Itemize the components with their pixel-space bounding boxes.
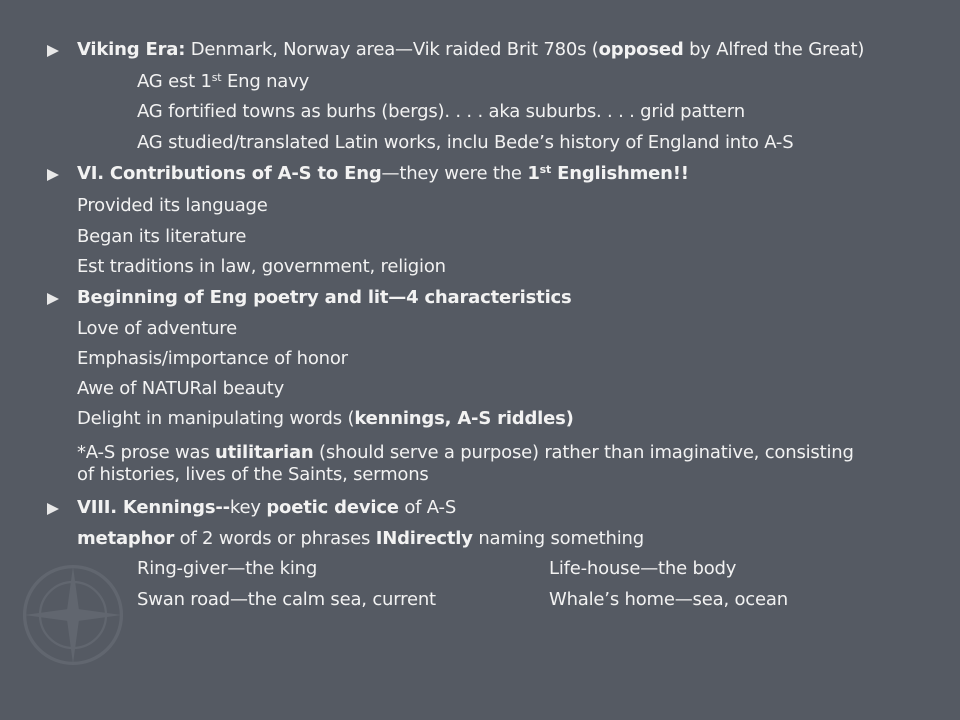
- contributions-heading: VI. Contributions of A-S to Eng: [77, 163, 382, 184]
- line-latin-works: [137, 132, 793, 154]
- poetic-device-word: poetic device: [266, 497, 399, 518]
- line-navy: [137, 71, 309, 93]
- navy-sup: st: [211, 71, 222, 84]
- line-ring-giver: [137, 558, 837, 580]
- viking-era-heading: Viking Era:: [77, 39, 186, 60]
- life-house-text: Life-house—the body: [549, 558, 737, 579]
- kennings-riddles-text: kennings, A-S riddles): [354, 408, 574, 429]
- latin-works-text: AG studied/translated Latin works, inclu Bede’s history of England into A-S: [137, 132, 794, 153]
- bullet-arrow-icon: [47, 45, 61, 57]
- bullet-arrow-icon: [47, 169, 61, 181]
- alfred-text: by Alfred the Great): [683, 39, 865, 60]
- opposed-word: opposed: [598, 39, 684, 60]
- line-contributions: [77, 163, 689, 185]
- manipulating-text: Delight in manipulating words (: [77, 408, 355, 429]
- line-language: [77, 195, 268, 217]
- line-honor: [77, 348, 348, 370]
- adventure-text: Love of adventure: [77, 318, 237, 339]
- metaphor-text-b: naming something: [472, 528, 644, 549]
- prose-text-a: *A-S prose was: [77, 442, 216, 463]
- prose-cont-text: of histories, lives of the Saints, sermons: [77, 464, 429, 485]
- line-metaphor: [77, 528, 644, 550]
- utilitarian-word: utilitarian: [215, 442, 314, 463]
- whales-home-text: Whale’s home—sea, ocean: [549, 589, 788, 610]
- metaphor-text-a: of 2 words or phrases: [174, 528, 376, 549]
- prose-text-b: (should serve a purpose) rather than imaginative, consisting: [313, 442, 854, 463]
- line-kennings-riddles: [77, 408, 574, 430]
- key-word: key: [229, 497, 267, 518]
- first-sup: st: [539, 163, 552, 176]
- line-viking-era: [77, 39, 864, 61]
- line-adventure: [77, 318, 237, 340]
- honor-text: Emphasis/importance of honor: [77, 348, 348, 369]
- bullet-arrow-icon: [47, 293, 61, 305]
- first-number: 1: [527, 163, 540, 184]
- traditions-text: Est traditions in law, government, religion: [77, 256, 446, 277]
- metaphor-word: metaphor: [77, 528, 175, 549]
- line-prose-cont: [77, 464, 429, 486]
- viking-era-text: Denmark, Norway area—Vik raided Brit 780s (: [185, 39, 599, 60]
- englishmen-text: Englishmen!!: [551, 163, 689, 184]
- navy-text-b: Eng navy: [221, 71, 310, 92]
- compass-watermark-icon: [18, 560, 128, 670]
- contributions-text: —they were the: [381, 163, 528, 184]
- bullet-arrow-icon: [47, 503, 61, 515]
- literature-text: Began its literature: [77, 226, 247, 247]
- kennings-heading: VIII. Kennings--: [77, 497, 230, 518]
- navy-text-a: AG est 1: [137, 71, 212, 92]
- of-as-text: of A-S: [398, 497, 457, 518]
- ring-giver-text: Ring-giver—the king: [137, 558, 318, 579]
- poetry-heading: Beginning of Eng poetry and lit—4 characteristics: [77, 287, 572, 308]
- line-kennings-heading: [77, 497, 456, 519]
- line-literature: [77, 226, 246, 248]
- line-swan-road: [137, 589, 837, 611]
- line-prose: [77, 442, 854, 464]
- language-text: Provided its language: [77, 195, 268, 216]
- nature-text: Awe of NATURal beauty: [77, 378, 285, 399]
- indirectly-word: INdirectly: [375, 528, 473, 549]
- line-poetry-heading: [77, 287, 572, 309]
- swan-road-text: Swan road—the calm sea, current: [137, 589, 436, 610]
- line-traditions: [77, 256, 446, 278]
- line-burhs: [137, 101, 745, 123]
- burhs-text: AG fortified towns as burhs (bergs). . . . aka suburbs. . . . grid pattern: [137, 101, 745, 122]
- line-nature: [77, 378, 284, 400]
